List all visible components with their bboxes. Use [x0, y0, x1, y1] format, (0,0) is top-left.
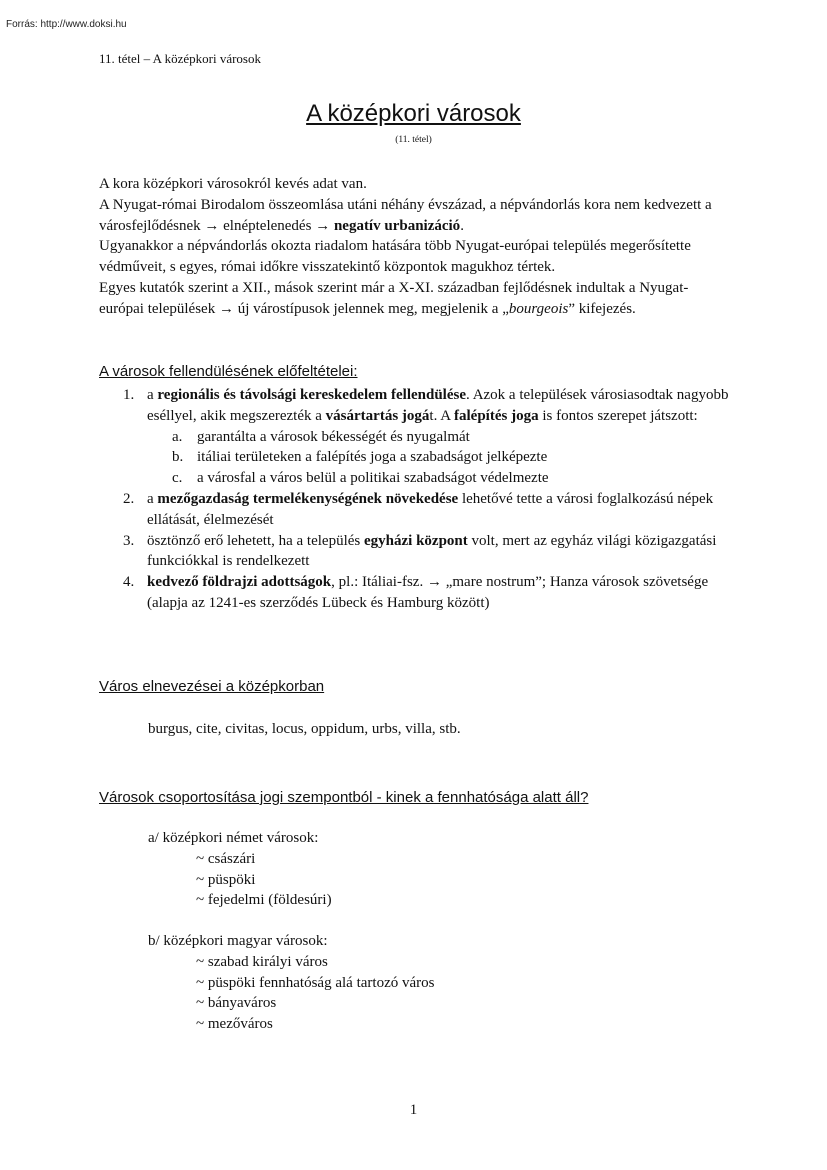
group-item: ~ szabad királyi város — [196, 953, 328, 970]
sub-list-item: b. itáliai területeken a falépítés joga a szabadságot jelképezte — [172, 449, 548, 466]
group-item: ~ fejedelmi (földesúri) — [196, 892, 332, 909]
intro-line: A Nyugat-római Birodalom összeomlása utáni néhány évszázad, a népvándorlás kora nem kedvezett a városfejlődésnek → elnéptelenedés → negatív urbanizáció. — [99, 196, 712, 234]
intro-line: Ugyanakkor a népvándorlás okozta riadalom hatására több Nyugat-európai település megerősítette védműveit, s egyes, római időkre visszatekintő központok magukhoz tértek. — [99, 238, 691, 276]
page-title: A középkori városok — [306, 100, 521, 127]
group-item: ~ mezőváros — [196, 1016, 273, 1033]
arrow-icon: → — [315, 217, 331, 234]
group-german — [148, 828, 332, 911]
sub-list-item: a. garantálta a városok békességét és nyugalmát — [172, 428, 470, 445]
list-item: 1. a regionális és távolsági kereskedelem fellendülése. Azok a települések városiasodtak nagyobb eséllyel, akik megszerezték a vásártartás jogát. A falépítés joga is fontos szerepet játszott: — [123, 387, 729, 424]
group-item: ~ püspöki — [196, 871, 256, 888]
list-item: 4. kedvező földrajzi adottságok, pl.: Itáliai-fsz. → „mare nostrum”; Hanza városok szövetsége (alapja az 1241-es szerződés Lübeck és Hamburg között) — [123, 574, 709, 611]
group-item: ~ bányaváros — [196, 995, 277, 1012]
intro-line: Egyes kutatók szerint a XII., mások szerint már a X-XI. században fejlődésnek indultak a Nyugat-európai települések → új várostípusok jelennek meg, megjelenik a „bourgeois” kifejezés. — [99, 279, 689, 317]
page-subtitle: (11. tétel) — [395, 135, 432, 145]
city-names: burgus, cite, civitas, locus, oppidum, urbs, villa, stb. — [148, 721, 461, 737]
source-label: Forrás: http://www.doksi.hu — [6, 19, 127, 30]
group-hungarian — [148, 931, 434, 1035]
page-number: 1 — [409, 1102, 418, 1118]
sub-list-item: c. a városfal a város belül a politikai szabadságot védelmezte — [172, 470, 549, 487]
group-title: a/ középkori német városok: — [148, 830, 319, 846]
arrow-icon: → — [218, 300, 234, 317]
group-title: b/ középkori magyar városok: — [148, 933, 328, 949]
arrow-icon: → — [204, 217, 220, 234]
list-item: 2. a mezőgazdaság termelékenységének növekedése lehetővé tette a városi foglalkozású népek ellátását, élelmezését — [123, 490, 714, 528]
page-header: 11. tétel – A középkori városok — [99, 51, 261, 66]
group-item: ~ császári — [196, 850, 256, 867]
section-heading-preconditions: A városok fellendülésének előfeltételei: — [99, 363, 358, 380]
intro-paragraph — [99, 174, 729, 320]
intro-line: A kora középkori városokról kevés adat van. — [99, 176, 367, 192]
group-item: ~ püspöki fennhatóság alá tartozó város — [196, 974, 435, 991]
arrow-icon: → — [426, 574, 442, 591]
list-item: 3. ösztönző erő lehetett, ha a település egyházi központ volt, mert az egyház világi közigazgatási funkciókkal is rendelkezett — [123, 532, 717, 570]
section-heading-names: Város elnevezései a középkorban — [99, 678, 325, 695]
preconditions-list — [99, 385, 729, 614]
section-heading-groups: Városok csoportosítása jogi szempontból - kinek a fennhatósága alatt áll? — [99, 789, 589, 806]
